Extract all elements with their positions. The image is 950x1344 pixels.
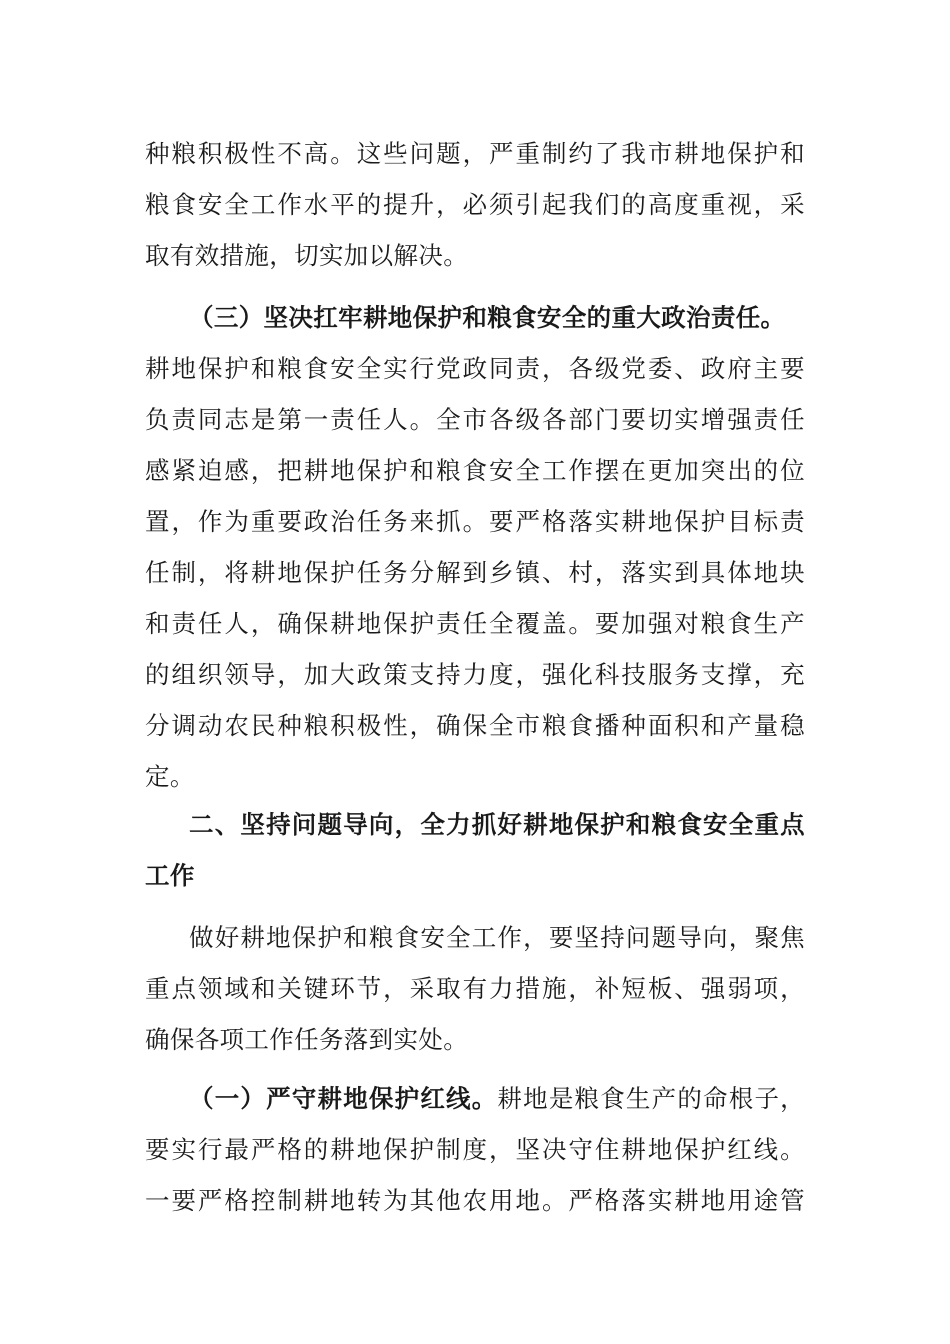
text-line: 的组织领导，加大政策支持力度，强化科技服务支撑，充 — [145, 660, 805, 689]
text-line: 置，作为重要政治任务来抓。要严格落实耕地保护目标责 — [145, 507, 805, 536]
text-line: 确保各项工作任务落到实处。 — [145, 1025, 469, 1054]
text-line: 感紧迫感，把耕地保护和粮食安全工作摆在更加突出的位 — [145, 456, 805, 485]
text-line: 种粮积极性不高。这些问题，严重制约了我市耕地保护和 — [145, 139, 805, 168]
text-line: 粮食安全工作水平的提升，必须引起我们的高度重视，采 — [145, 190, 805, 219]
text-line: 负责同志是第一责任人。全市各级各部门要切实增强责任 — [145, 405, 805, 434]
text-line: 取有效措施，切实加以解决。 — [145, 241, 469, 270]
section-heading: （三）坚决扛牢耕地保护和粮食安全的重大政治责任。 — [189, 303, 786, 332]
paragraph-problems-conclusion — [145, 128, 805, 281]
text-line: 任制，将耕地保护任务分解到乡镇、村，落实到具体地块 — [145, 558, 805, 587]
chapter-heading-line: 二、坚持问题导向，全力抓好耕地保护和粮食安全重点 — [189, 810, 805, 839]
text-line: 耕地保护和粮食安全实行党政同责，各级党委、政府主要 — [145, 354, 805, 383]
section-farmland-redline — [145, 1073, 805, 1226]
heading-continuation: 耕地是粮食生产的命根子， — [497, 1084, 805, 1113]
text-line — [145, 1073, 805, 1124]
paragraph-problem-orientation — [145, 912, 805, 1065]
text-line: 做好耕地保护和粮食安全工作，要坚持问题导向，聚焦 — [189, 923, 805, 952]
text-line: 定。 — [145, 762, 195, 791]
text-line: 重点领域和关键环节，采取有力措施，补短板、强弱项， — [145, 974, 805, 1003]
text-line: 分调动农民种粮积极性，确保全市粮食播种面积和产量稳 — [145, 711, 805, 740]
text-line: 要实行最严格的耕地保护制度，坚决守住耕地保护红线。 — [145, 1135, 805, 1164]
text-line: 一要严格控制耕地转为其他农用地。严格落实耕地用途管 — [145, 1186, 805, 1215]
section-political-responsibility — [145, 292, 805, 802]
section-heading: （一）严守耕地保护红线。 — [189, 1084, 498, 1113]
chapter-heading-two — [145, 799, 805, 901]
text-line: 和责任人，确保耕地保护责任全覆盖。要加强对粮食生产 — [145, 609, 805, 638]
chapter-heading-line: 工作 — [145, 861, 195, 890]
